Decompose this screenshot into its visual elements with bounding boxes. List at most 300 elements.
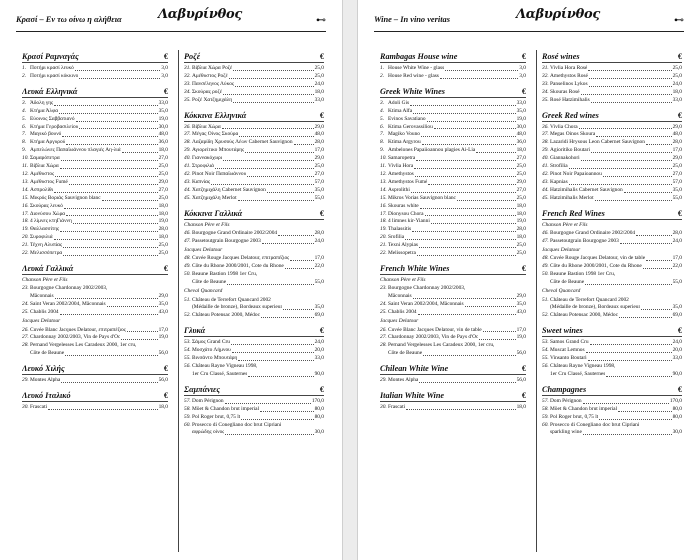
section-title: Italian White Wine: [380, 391, 445, 401]
item-number: 56.: [184, 362, 191, 369]
wine-item: [380, 73, 526, 81]
item-number: 13.: [380, 178, 387, 185]
dot-leader: [75, 70, 160, 71]
currency-symbol: €: [521, 86, 526, 96]
item-number: 41.: [542, 163, 549, 170]
item-number: 56.: [542, 362, 549, 369]
dot-leader: [603, 176, 672, 177]
section-header: [184, 324, 324, 337]
wine-price: 33,0: [672, 355, 682, 362]
wine-price: 17,0: [672, 255, 682, 262]
wine-name: Kapnias: [550, 178, 568, 185]
item-number: 2.: [380, 72, 385, 79]
wine-name: Ποτήρι κρασί λευκό: [30, 65, 74, 71]
wine-name: Möet & Chandon brut imperial: [550, 405, 618, 412]
dot-leader: [421, 136, 516, 137]
dot-leader: [54, 105, 157, 106]
wine-item: [22, 309, 168, 317]
dot-leader: [62, 136, 157, 137]
wine-price: 18,0: [516, 234, 526, 241]
wine-item: [542, 398, 682, 406]
wine-item: [184, 139, 324, 147]
wine-price: 28,0: [672, 139, 682, 146]
dot-leader: [586, 352, 672, 353]
wine-name: Θαλλασσίτης: [30, 226, 60, 233]
dot-leader: [211, 184, 313, 185]
wine-price: 25,0: [158, 242, 168, 249]
item-number: 46.: [184, 230, 191, 237]
wine-price: 48,0: [516, 131, 526, 138]
item-number: 26.: [22, 326, 29, 333]
wine-name: Prosecco di Conegliano doc brut Cipriani: [192, 421, 282, 428]
currency-symbol: €: [521, 52, 526, 61]
dot-leader: [591, 152, 672, 153]
wine-price: 19,0: [516, 115, 526, 122]
wine-item: [542, 406, 682, 414]
item-number: 55.: [542, 355, 549, 362]
wine-item: [542, 255, 682, 263]
wine-price: 35,0: [672, 186, 682, 193]
wine-price: 27,0: [314, 170, 324, 177]
wine-item: [184, 297, 324, 305]
wine-item: [380, 293, 526, 301]
section-title: Chilean White Wine: [380, 364, 449, 374]
ornament-icon: ⊷: [316, 15, 326, 26]
wine-item: [380, 124, 526, 132]
section-header: [542, 109, 682, 122]
wine-name: Pinot Noir Παπαϊωάννου: [192, 170, 247, 177]
dot-leader: [569, 184, 672, 185]
wine-item: [542, 363, 682, 371]
wine-name: Chardonnay 2002/2003, Vin de Pays d'Oc: [388, 334, 479, 341]
wine-price: 25,0: [672, 72, 682, 79]
wine-name: 1er Cru Classé, Sauternes: [192, 370, 248, 377]
wine-price: 33,0: [314, 96, 324, 103]
wine-item: [542, 171, 682, 179]
item-number: 24.: [380, 301, 387, 308]
producer-label: Jacques Delatour: [184, 246, 223, 253]
wine-item: [380, 301, 526, 309]
currency-symbol: €: [163, 86, 168, 96]
wine-price: 3,0: [519, 65, 526, 71]
dot-leader: [410, 105, 515, 106]
dot-leader: [479, 339, 515, 340]
wine-price: 24,0: [314, 339, 324, 346]
item-number: 11.: [22, 163, 29, 170]
wine-item: [542, 81, 682, 89]
wine-name: Château Potensac 2000, Médoc: [192, 312, 260, 319]
wine-name: Cuvée Rouge Jacques Delatour, vin de table: [550, 255, 646, 262]
dot-leader: [60, 168, 158, 169]
item-number: 3.: [380, 99, 385, 106]
section-header: [380, 389, 526, 402]
wine-item: [22, 171, 168, 179]
dot-leader: [59, 113, 157, 114]
wine-price: 18,0: [158, 210, 168, 217]
wine-price: 29,0: [672, 155, 682, 162]
dot-leader: [79, 78, 160, 79]
item-number: 40.: [542, 155, 549, 162]
wine-name: Skouras white: [388, 202, 419, 209]
currency-symbol: €: [319, 208, 324, 218]
dot-leader: [76, 121, 158, 122]
wine-item: [542, 155, 682, 163]
item-number: 4.: [380, 107, 385, 114]
item-number: 47.: [184, 238, 191, 244]
wine-item: [184, 363, 324, 371]
wine-name: Αμπελώνες Παπαϊωάννου πλαγιές Αη-λιά: [30, 147, 121, 154]
dot-leader: [588, 360, 672, 361]
wine-item: [184, 406, 324, 414]
wine-price: 25,0: [314, 72, 324, 79]
wine-name: Χατζημιχάλη Cabernet Sauvignon: [192, 186, 266, 193]
wine-price: 25,0: [314, 163, 324, 170]
wine-name: Bourgogne Chardonnay 2002/2003,: [30, 285, 108, 292]
wine-price: 17,0: [314, 147, 324, 154]
item-number: 33.: [184, 80, 191, 87]
wine-item: [542, 414, 682, 422]
wine-item: [22, 195, 168, 203]
wine-name: Pernand Vergelesses Les Caradeux 2000, 1er cru,: [30, 342, 137, 349]
wine-price: 170,0: [311, 397, 324, 404]
wine-item: [22, 211, 168, 219]
wine-name: Μέγας Οίνος Σκούρα: [192, 131, 239, 138]
wine-price: 55,0: [314, 194, 324, 201]
wine-price: 25,0: [672, 163, 682, 170]
wine-name: Dom Pérignon: [192, 397, 224, 404]
item-number: 42.: [184, 170, 191, 177]
wine-item: [184, 304, 324, 312]
wine-item: [380, 285, 526, 293]
dot-leader: [423, 355, 515, 356]
wine-item: [542, 263, 682, 271]
wine-item: [184, 124, 324, 132]
item-number: 32.: [184, 72, 191, 79]
item-number: 43.: [184, 178, 191, 185]
currency-symbol: €: [521, 263, 526, 273]
dot-leader: [415, 176, 516, 177]
dot-leader: [79, 128, 157, 129]
wine-item: [22, 234, 168, 242]
wine-item: [542, 339, 682, 347]
item-number: 1.: [380, 65, 385, 71]
wine-item: [184, 65, 324, 73]
section-title: Rosé wines: [542, 52, 580, 61]
wine-name: Βίβλια Χώρα Ροζέ: [192, 65, 233, 71]
currency-symbol: €: [677, 52, 682, 61]
wine-price: 69,0: [314, 312, 324, 319]
wine-name: Chablis 2004: [30, 309, 59, 316]
wine-name: Αμέθυστος: [30, 170, 55, 177]
item-number: 58.: [184, 405, 191, 412]
wine-price: 29,0: [672, 123, 682, 130]
wine-name: Vivlia Hora: [388, 163, 414, 170]
wine-price: 3,0: [161, 65, 168, 71]
section-header: [380, 85, 526, 98]
wine-name: Κτήμα Γεροβασιλείου: [30, 123, 79, 130]
dot-leader: [427, 121, 516, 122]
dot-leader: [60, 314, 158, 315]
dot-leader: [589, 78, 672, 79]
wine-name: Αμέθυστος Fumé: [30, 178, 68, 185]
wine-price: 22,0: [314, 263, 324, 270]
item-number: 51.: [542, 296, 549, 303]
wine-item: [184, 255, 324, 263]
wine-price: 43,0: [158, 309, 168, 316]
dot-leader: [66, 215, 157, 216]
dot-leader: [585, 284, 671, 285]
dot-leader: [223, 160, 313, 161]
wine-price: 28,0: [314, 139, 324, 146]
wine-item: [380, 116, 526, 124]
wine-price: 25,0: [516, 170, 526, 177]
wine-name: 1er Cru Classé, Sauternes: [550, 370, 606, 377]
wine-price: 25,0: [158, 163, 168, 170]
wine-name: Passetoutgrain Bourgogne 2003: [550, 238, 619, 244]
dot-leader: [222, 128, 314, 129]
currency-symbol: €: [521, 364, 526, 374]
menu-page-english: [358, 0, 700, 560]
dot-leader: [64, 208, 158, 209]
section-header: [22, 262, 168, 275]
item-number: 48.: [184, 255, 191, 262]
item-number: 22.: [380, 250, 387, 257]
wine-item: [184, 73, 324, 81]
section-header: [380, 50, 526, 63]
currency-symbol: €: [677, 326, 682, 336]
wine-price: 28,0: [672, 230, 682, 237]
wine-price: 25,0: [158, 250, 168, 257]
wine-name: Côte de Beaune: [388, 350, 423, 357]
dot-leader: [69, 184, 158, 185]
wine-item: [184, 131, 324, 139]
wine-item: [22, 73, 168, 81]
wine-item: [542, 230, 682, 238]
wine-price: 18,0: [158, 234, 168, 241]
wine-name: 4 limnes kir-Yianni: [388, 218, 430, 225]
wine-price: 48,0: [158, 131, 168, 138]
wine-price: 55,0: [672, 194, 682, 201]
wine-price: 19,0: [158, 334, 168, 341]
item-number: 57.: [184, 397, 191, 404]
dot-leader: [245, 152, 313, 153]
wine-price: 24,0: [672, 339, 682, 346]
dot-leader: [581, 160, 672, 161]
item-number: 29.: [380, 377, 387, 384]
item-number: 49.: [184, 263, 191, 270]
wine-name: Mikros Vorias Sauvignon blanc: [388, 194, 456, 201]
item-number: 49.: [542, 263, 549, 270]
item-number: 14.: [380, 186, 387, 193]
wine-item: [184, 238, 324, 246]
item-number: 7.: [22, 131, 27, 138]
dot-leader: [412, 231, 516, 232]
wine-item: [380, 171, 526, 179]
dot-leader: [231, 344, 314, 345]
wine-item: [542, 65, 682, 73]
wine-item: [184, 263, 324, 271]
dot-leader: [581, 94, 672, 95]
dot-leader: [215, 168, 314, 169]
section-header: [542, 207, 682, 220]
wine-name: Prosecco di Conegliano doc brut Cipriani: [550, 421, 640, 428]
dot-leader: [420, 208, 516, 209]
wine-name: House White Wine - glass: [388, 65, 445, 71]
section-header: [184, 109, 324, 122]
wine-item: [380, 131, 526, 139]
item-number: 36.: [542, 123, 549, 130]
dot-leader: [260, 411, 313, 412]
section-header: [380, 362, 526, 375]
wine-name: Cuvée Rouge Jacques Delatour, επιτραπέζιος: [192, 255, 290, 262]
dot-leader: [624, 192, 672, 193]
wine-item: [22, 163, 168, 171]
currency-symbol: €: [163, 52, 168, 61]
item-number: 31.: [542, 65, 549, 71]
page-header: [374, 7, 684, 32]
dot-leader: [227, 284, 313, 285]
dot-leader: [457, 200, 516, 201]
wine-price: 19,0: [158, 115, 168, 122]
item-number: 6.: [380, 123, 385, 130]
wine-name: Samos Grand Cru: [550, 339, 589, 346]
item-number: 52.: [184, 312, 191, 319]
section-header: [22, 362, 168, 375]
item-number: 12.: [380, 170, 387, 177]
wine-price: 30,0: [672, 429, 682, 436]
wine-name: Διονύσου Χώρα: [30, 210, 66, 217]
wine-price: 20,0: [672, 347, 682, 354]
wine-price: 18,0: [314, 88, 324, 95]
item-number: 37.: [184, 131, 191, 138]
section-header: [542, 50, 682, 63]
item-number: 59.: [184, 413, 191, 420]
item-number: 39.: [542, 147, 549, 154]
wine-price: 18,0: [516, 202, 526, 209]
wine-price: 56,0: [516, 377, 526, 384]
wine-price: 29,0: [516, 293, 526, 300]
wine-price: 56,0: [158, 350, 168, 357]
wine-item: [380, 242, 526, 250]
wine-item: [184, 147, 324, 155]
wine-name: Hatzimihalis Cabernet Sauvignon: [550, 186, 623, 193]
dot-leader: [422, 144, 516, 145]
wine-item: [22, 250, 168, 258]
menu-column: [178, 50, 324, 552]
wine-name: Beaune Bastion 1998 1er Cru,: [550, 271, 616, 278]
section-title: Greek Red wines: [542, 110, 599, 120]
wine-name: Mâconnais: [30, 293, 54, 300]
section-title: Ροζέ: [184, 52, 201, 61]
dot-leader: [48, 409, 157, 410]
currency-symbol: €: [319, 384, 324, 394]
wine-price: 28,0: [516, 226, 526, 233]
wine-name: Ambelones Papaiioannou plagies Ai-Lia: [388, 147, 476, 154]
item-number: 4.: [22, 107, 27, 114]
currency-symbol: €: [319, 326, 324, 336]
wine-name: Côte du Rhone 2000/2001, Cote du Rhone: [550, 263, 642, 270]
item-number: 35.: [542, 96, 549, 103]
wine-name: Montes Alpha: [388, 377, 419, 384]
dot-leader: [232, 352, 314, 353]
wine-price: 80,0: [672, 413, 682, 420]
item-number: 26.: [380, 326, 387, 333]
wine-item: [380, 100, 526, 108]
dot-leader: [588, 70, 671, 71]
wine-item: [22, 108, 168, 116]
wine-name: Strofilia: [550, 163, 568, 170]
wine-item: [22, 293, 168, 301]
item-number: 35.: [184, 96, 191, 103]
dot-leader: [595, 200, 672, 201]
item-number: 1.: [22, 65, 27, 71]
wine-item: [184, 163, 324, 171]
producer-label: Jacques Delatour: [380, 318, 419, 325]
item-number: 45.: [542, 194, 549, 201]
wine-name: Bourgogne Grand Ordinaire 2002/2004: [192, 230, 278, 237]
item-number: 8.: [22, 139, 27, 146]
item-number: 34.: [542, 88, 549, 95]
wine-item: [542, 195, 682, 203]
wine-name: Ktima Gerovassiliou: [388, 123, 433, 130]
wine-item: [22, 139, 168, 147]
wine-price: 55,0: [672, 279, 682, 286]
producer-label: Jacques Delatour: [22, 318, 61, 325]
item-number: 55.: [184, 355, 191, 362]
wine-item: [542, 179, 682, 187]
item-number: 54.: [542, 347, 549, 354]
item-number: 17.: [380, 210, 387, 217]
wine-price: 18,0: [158, 147, 168, 154]
dot-leader: [290, 260, 313, 261]
item-number: 9.: [380, 147, 385, 154]
section-title: French Red Wines: [542, 208, 605, 218]
section-title: Λευκό Χιλής: [22, 364, 65, 374]
dot-leader: [63, 247, 157, 248]
page-header: [16, 7, 326, 32]
item-number: 34.: [184, 88, 191, 95]
section-title: Κόκκινα Γαλλικά: [184, 208, 243, 218]
wine-price: 27,0: [516, 186, 526, 193]
wine-item: [22, 203, 168, 211]
item-number: 27.: [380, 334, 387, 341]
item-number: 38.: [184, 139, 191, 146]
item-number: 47.: [542, 238, 549, 244]
wine-item: [380, 139, 526, 147]
wine-item: [380, 327, 526, 335]
wine-price: 17,0: [672, 147, 682, 154]
wine-item: [542, 429, 682, 437]
currency-symbol: €: [163, 364, 168, 374]
dot-leader: [65, 355, 157, 356]
wine-item: [184, 155, 324, 163]
wine-price: 18,0: [516, 210, 526, 217]
wine-item: [542, 271, 682, 279]
wine-name: Château Potensac 2000, Médoc: [550, 312, 618, 319]
item-number: 23.: [380, 285, 387, 292]
section-title: Rambagas House wine: [380, 52, 458, 61]
currency-symbol: €: [521, 391, 526, 401]
wine-item: [22, 242, 168, 250]
wine-item: [542, 347, 682, 355]
wine-price: 19,0: [158, 218, 168, 225]
section-title: Λευκά Ελληνικά: [22, 86, 78, 96]
item-number: 60.: [184, 421, 191, 428]
wine-name: Thalassitis: [388, 226, 412, 233]
dot-leader: [238, 360, 313, 361]
item-number: 24.: [22, 301, 29, 308]
wine-name: Côte de Beaune: [192, 279, 227, 286]
